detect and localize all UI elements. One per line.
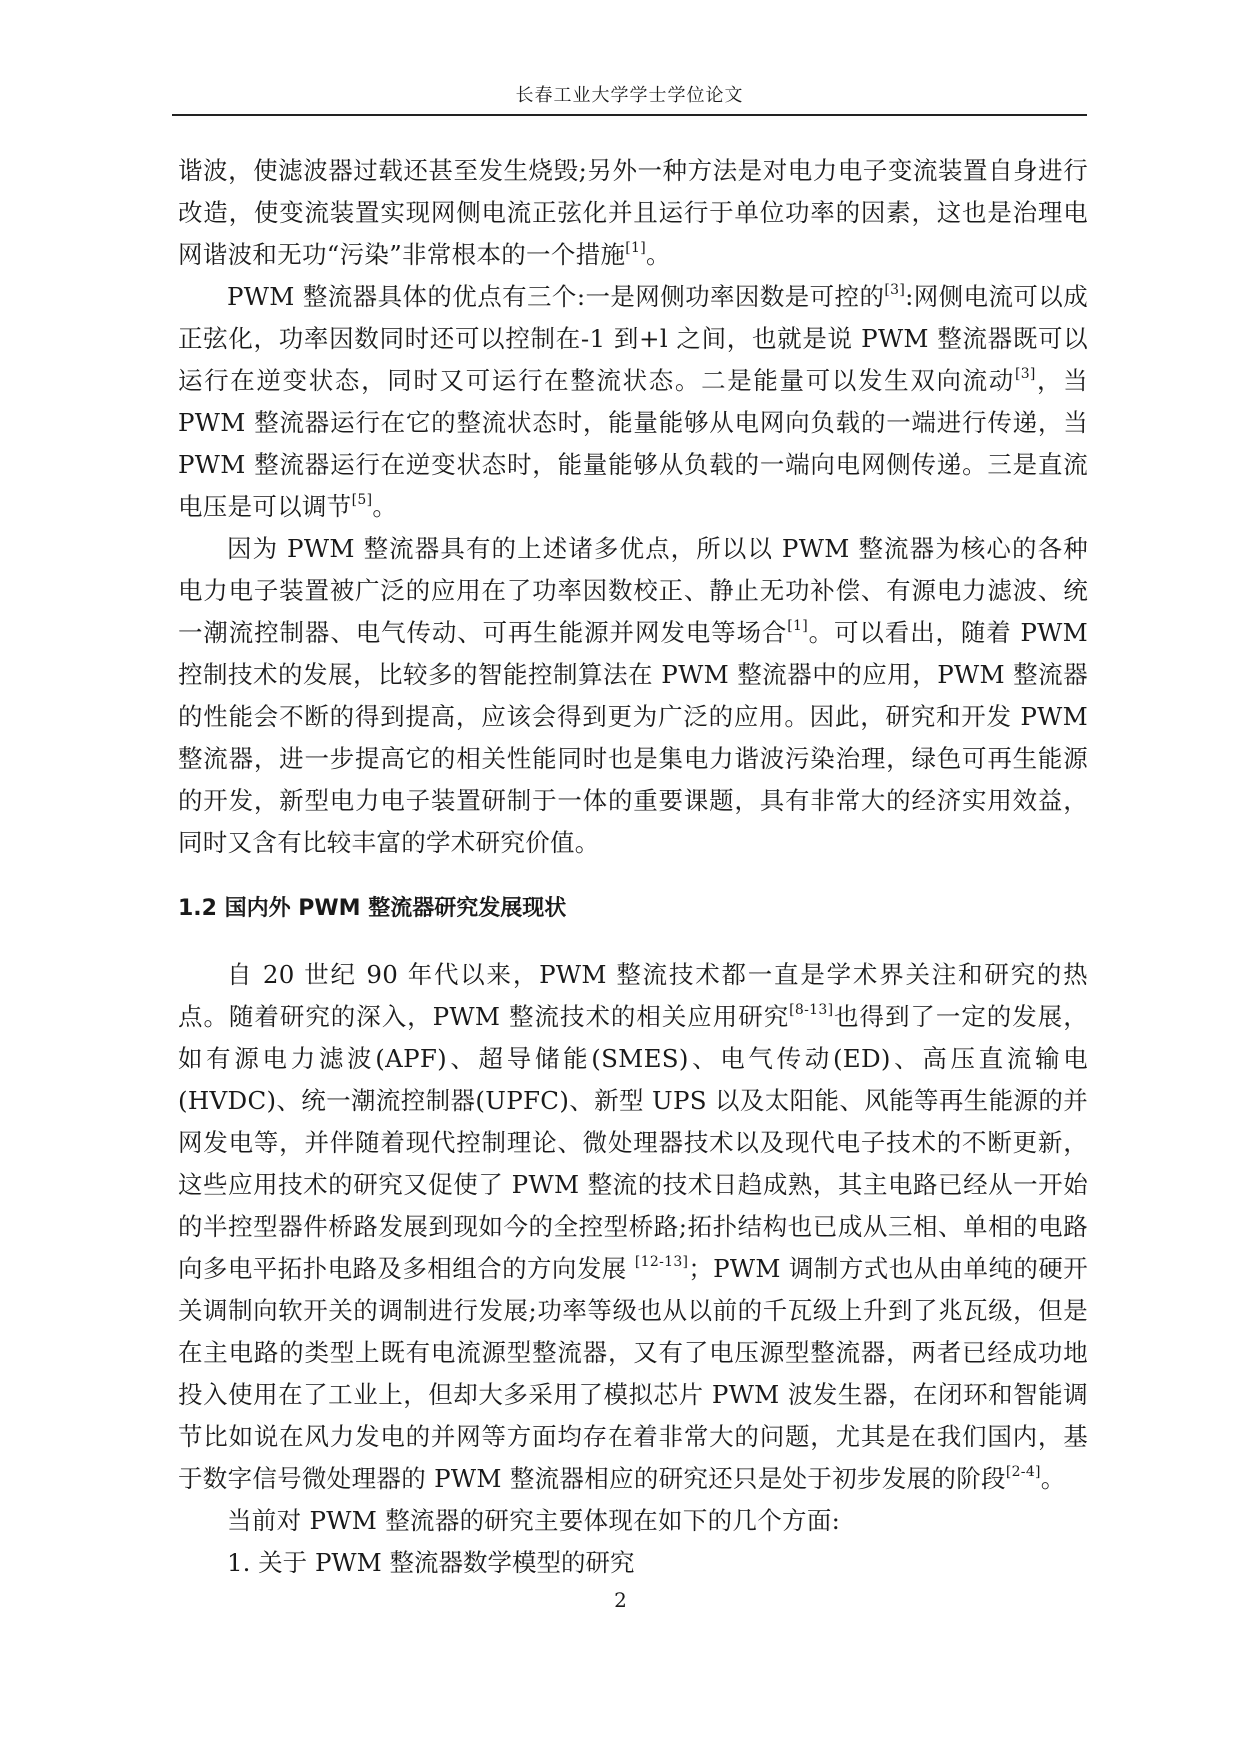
text-run: 谐波，使滤波器过载还甚至发生烧毁;另外一种方法是对电力电子变流装置自身进行改造，使变流装置实现网侧电流正弦化并且运行于单位功率的因素，这也是治理电网谐波和无功“污染”非常根本的一个措施 <box>178 156 1088 269</box>
text-run: 。 <box>372 492 398 521</box>
text-run: 因为 PWM 整流器具有的上述诸多优点，所以以 PWM 整流器为核心的各种电力电子装置被广泛的应用在了功率因数校正、静止无功补偿、有源电力滤波、统一潮流控制器、电气传动、可再生能源并网发电等场合 <box>178 534 1088 647</box>
citation: [3] <box>884 281 906 298</box>
citation: [1] <box>787 617 808 634</box>
text-run: ，当 PWM 整流器运行在它的整流状态时，能量能够从电网向负载的一端进行传递，当 PWM 整流器运行在逆变状态时，能量能够从负载的一端向电网侧传递。三是直流电压是可以调节 <box>178 366 1088 521</box>
page-number: 2 <box>614 1588 627 1612</box>
text-run: 。 <box>1040 1464 1066 1493</box>
citation: [2-4] <box>1005 1463 1041 1480</box>
citation: [1] <box>625 239 646 256</box>
section-heading: 1.2 国内外 PWM 整流器研究发展现状 <box>178 896 567 921</box>
text-run: 当前对 PWM 整流器的研究主要体现在如下的几个方面: <box>227 1506 841 1535</box>
text-run: PWM 整流器具体的优点有三个:一是网侧功率因数是可控的 <box>227 282 885 311</box>
body-text <box>178 150 1088 1584</box>
citation: [5] <box>351 491 373 508</box>
paragraph-2 <box>178 276 1088 528</box>
paragraph-5 <box>178 1500 1088 1542</box>
list-item: 1. 关于 PWM 整流器数学模型的研究 <box>227 1548 635 1577</box>
citation: [12-13] <box>634 1253 689 1270</box>
text-run: 也得到了一定的发展，如有源电力滤波(APF)、超导储能(SMES)、电气传动(ED)、高压直流输电(HVDC)、统一潮流控制器(UPFC)、新型 UPS 以及太阳能、风能等再生能源的并网发电等，并伴随着现代控制理论、微处理器技术以及现代电子技术的不断更新，这些应用技术的研究又促使了 PWM 整流的技术日趋成熟，其主电路已经从一开始的半控型器件桥路发展到现如今的全控型桥路;拓扑结构也已成从三相、单相的电路向多电平拓扑电路及多相组合的方向发展 <box>178 1002 1089 1283</box>
text-run: 自 20 世纪 90 年代以来，PWM 整流技术都一直是学术界关注和研究的热点。随着研究的深入，PWM 整流技术的相关应用研究 <box>178 960 1088 1031</box>
paragraph-1 <box>178 150 1088 276</box>
text-run: 。可以看出，随着 PWM 控制技术的发展，比较多的智能控制算法在 PWM 整流器中的应用，PWM 整流器的性能会不断的得到提高，应该会得到更为广泛的应用。因此，研究和开发 PWM 整流器，进一步提高它的相关性能同时也是集电力谐波污染治理，绿色可再生能源的开发，新型电力电子装置研制于一体的重要课题，具有非常大的经济实用效益，同时又含有比较丰富的学术研究价值。 <box>178 618 1088 857</box>
header-rule <box>172 114 1087 116</box>
citation: [3] <box>1014 365 1036 382</box>
citation: [8-13] <box>789 1001 834 1018</box>
paragraph-4 <box>178 954 1088 1500</box>
text-run: ；PWM 调制方式也从由单纯的硬开关调制向软开关的调制进行发展;功率等级也从以前的千瓦级上升到了兆瓦级，但是在主电路的类型上既有电流源型整流器，又有了电压源型整流器，两者已经成功地投入使用在了工业上，但却大多采用了模拟芯片 PWM 波发生器，在闭环和智能调节比如说在风力发电的并网等方面均存在着非常大的问题，尤其是在我们国内，基于数字信号微处理器的 PWM 整流器相应的研究还只是处于初步发展的阶段 <box>178 1254 1088 1493</box>
text-run: :网侧电流可以成正弦化，功率因数同时还可以控制在-1 到+l 之间，也就是说 PWM 整流器既可以运行在逆变状态，同时又可运行在整流状态。二是能量可以发生双向流动 <box>178 282 1088 395</box>
paragraph-3 <box>178 528 1088 864</box>
page-header: 长春工业大学学士学位论文 <box>515 85 744 106</box>
text-run: 。 <box>645 240 671 269</box>
